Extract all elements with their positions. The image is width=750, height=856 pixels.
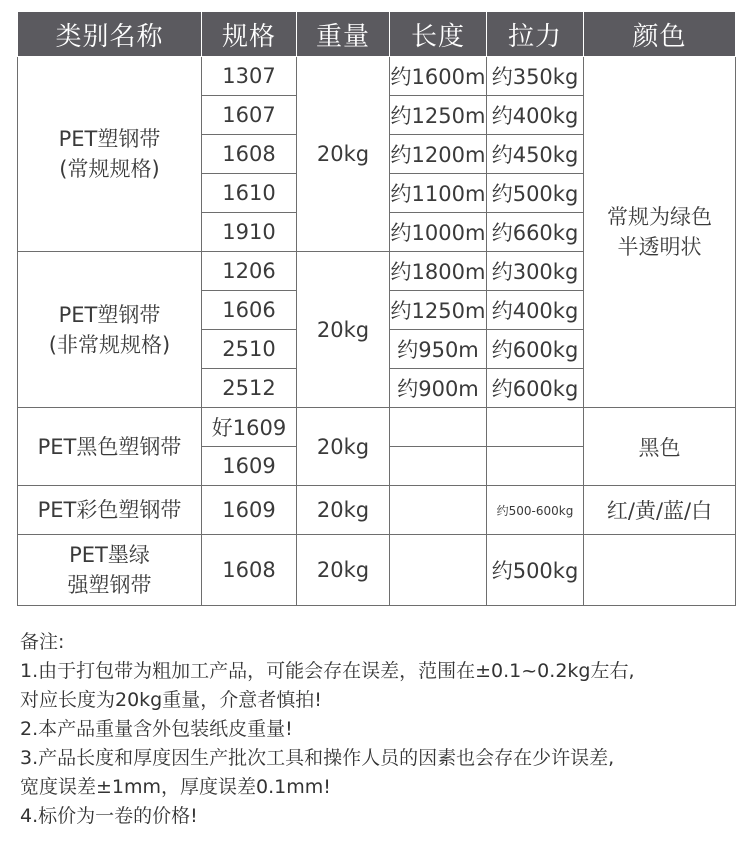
length-cell: 约1600m [390, 57, 487, 96]
category-cell [18, 57, 202, 252]
color-cell [584, 535, 736, 606]
spec-cell: 1607 [202, 96, 297, 135]
header-length: 长度 [390, 12, 487, 57]
weight-cell: 20kg [297, 57, 390, 252]
tension-cell: 约600kg [487, 330, 584, 369]
category-subname: (常规规格) [59, 157, 160, 181]
header-color: 颜色 [584, 12, 736, 57]
category-cell [18, 535, 202, 606]
spec-cell: 1910 [202, 213, 297, 252]
color-cell: 黑色 [584, 408, 736, 486]
category-cell [18, 252, 202, 408]
note-line: 2.本产品重量含外包装纸皮重量! [20, 718, 293, 740]
tension-cell: 约660kg [487, 213, 584, 252]
tension-cell: 约600kg [487, 369, 584, 408]
spec-cell: 1609 [202, 486, 297, 535]
category-name: PET塑钢带 [58, 302, 161, 327]
tension-cell [487, 447, 584, 486]
tension-cell: 约500-600kg [487, 486, 584, 535]
color-cell [584, 57, 736, 408]
length-cell [390, 535, 487, 606]
category-subname: 强塑钢带 [67, 573, 152, 597]
tension-cell: 约300kg [487, 252, 584, 291]
header-category: 类别名称 [18, 12, 202, 57]
tension-cell: 约500kg [487, 174, 584, 213]
header-tension: 拉力 [487, 12, 584, 57]
notes-section [20, 628, 745, 831]
tension-cell: 约500kg [487, 535, 584, 606]
spec-cell: 1206 [202, 252, 297, 291]
length-cell: 约950m [390, 330, 487, 369]
spec-table-container [17, 11, 736, 606]
category-subname: (非常规规格) [48, 332, 171, 357]
length-cell: 约1000m [390, 213, 487, 252]
header-weight: 重量 [297, 12, 390, 57]
table-row [18, 535, 736, 606]
tension-cell [487, 408, 584, 447]
spec-cell: 1609 [202, 447, 297, 486]
length-cell [390, 447, 487, 486]
note-line: 4.标价为一卷的价格! [20, 805, 198, 827]
header-spec: 规格 [202, 12, 297, 57]
length-cell [390, 408, 487, 447]
length-cell: 约1200m [390, 135, 487, 174]
weight-cell: 20kg [297, 486, 390, 535]
tension-cell: 约450kg [487, 135, 584, 174]
notes-title: 备注: [20, 631, 65, 653]
spec-cell: 1610 [202, 174, 297, 213]
spec-table [17, 11, 736, 606]
tension-cell: 约350kg [487, 57, 584, 96]
length-cell: 约1100m [390, 174, 487, 213]
spec-cell: 1606 [202, 291, 297, 330]
weight-cell: 20kg [297, 408, 390, 486]
length-cell: 约900m [390, 369, 487, 408]
spec-cell: 好1609 [202, 408, 297, 447]
table-row [18, 486, 736, 535]
spec-cell: 2512 [202, 369, 297, 408]
tension-cell: 约400kg [487, 96, 584, 135]
length-cell: 约1250m [390, 96, 487, 135]
note-line: 3.产品长度和厚度因生产批次工具和操作人员的因素也会存在少许误差, [20, 747, 615, 769]
category-cell: PET黑色塑钢带 [18, 408, 202, 486]
tension-cell: 约400kg [487, 291, 584, 330]
color-text-line2: 半透明状 [617, 235, 702, 259]
category-cell: PET彩色塑钢带 [18, 486, 202, 535]
note-line: 宽度误差±1mm，厚度误差0.1mm! [20, 776, 331, 798]
spec-cell: 2510 [202, 330, 297, 369]
table-header-row [18, 12, 736, 57]
weight-cell: 20kg [297, 252, 390, 408]
spec-cell: 1608 [202, 135, 297, 174]
length-cell: 约1800m [390, 252, 487, 291]
category-name: PET塑钢带 [58, 127, 161, 151]
color-cell: 红/黄/蓝/白 [584, 486, 736, 535]
color-text-line1: 常规为绿色 [607, 205, 712, 229]
length-cell: 约1250m [390, 291, 487, 330]
spec-cell: 1307 [202, 57, 297, 96]
note-line: 1.由于打包带为粗加工产品，可能会存在误差，范围在±0.1~0.2kg左右, [20, 660, 635, 682]
table-row [18, 57, 736, 96]
table-row [18, 408, 736, 447]
note-line: 对应长度为20kg重量，介意者慎拍! [20, 689, 322, 711]
spec-cell: 1608 [202, 535, 297, 606]
category-name: PET墨绿 [69, 543, 150, 567]
weight-cell: 20kg [297, 535, 390, 606]
length-cell [390, 486, 487, 535]
